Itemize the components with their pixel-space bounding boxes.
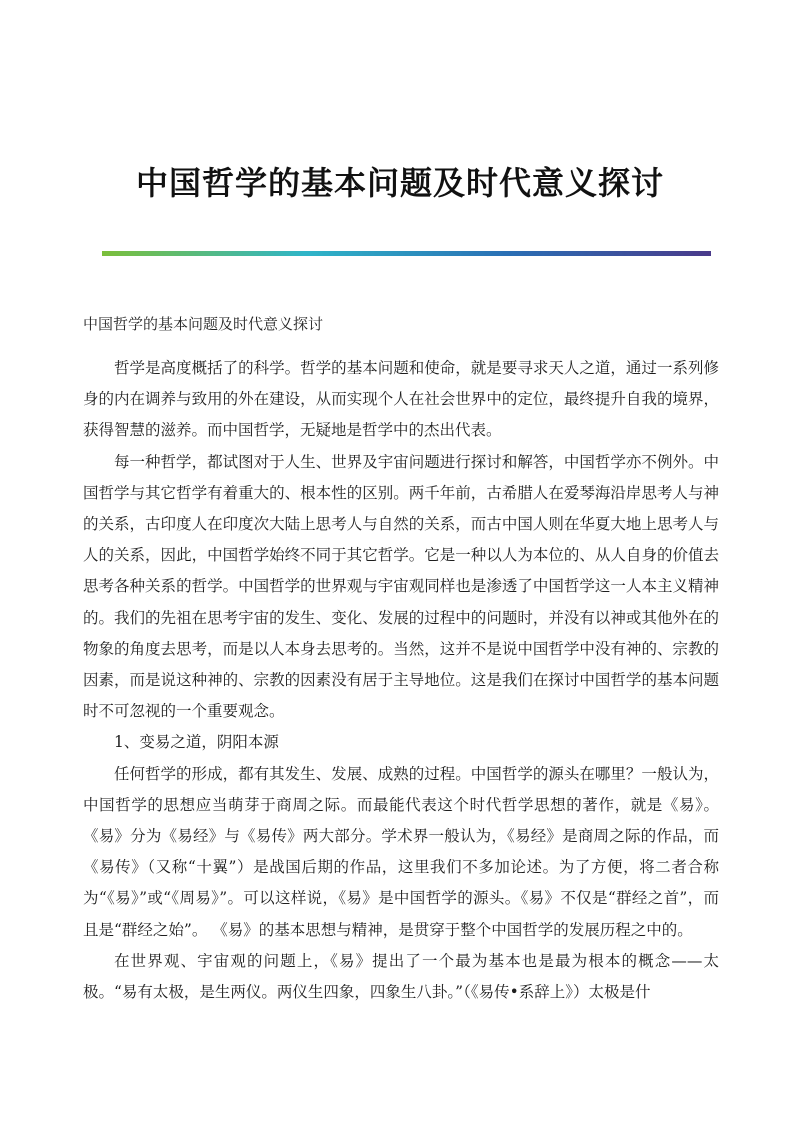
page-title: 中国哲学的基本问题及时代意义探讨	[135, 164, 664, 202]
paragraph-taiji: 在世界观、宇宙观的问题上，《易》提出了一个最为基本也是最为根本的概念——太极。“易有太极，是生两仪。两仪生四象，四象生八卦。”（《易传•系辞上》）太极是什	[83, 951, 719, 1002]
paragraph-origin: 任何哲学的形成，都有其发生、发展、成熟的过程。中国哲学的源头在哪里？一般认为，中国哲学的思想应当萌芽于商周之际。而最能代表这个时代哲学思想的著作，就是《易》。《易》分为《易经》与《易传》两大部分。学术界一般认为，《易经》是商周之际的作品，而《易传》（又称“十翼”）是战国后期的作品，这里我们不多加论述。为了方便，将二者合称为“《易》”或“《周易》”。可以这样说，《易》是中国哲学的源头。《易》不仅是“群经之首”，而且是“群经之始”。 《易》的基本思想与精神，是贯穿于整个中国哲学的发展历程之中的。	[83, 764, 719, 939]
document-heading: 中国哲学的基本问题及时代意义探讨	[83, 315, 324, 333]
paragraph-intro: 哲学是高度概括了的科学。哲学的基本问题和使命，就是要寻求天人之道，通过一系列修身的内在调养与致用的外在建设，从而实现个人在社会世界中的定位，最终提升自我的境界，获得智慧的滋养。而中国哲学，无疑地是哲学中的杰出代表。	[83, 359, 719, 440]
title-divider	[102, 251, 711, 256]
document-body	[83, 309, 719, 1008]
section-heading-1: 1、变易之道，阴阳本源	[114, 733, 279, 752]
paragraph-comparison: 每一种哲学，都试图对于人生、世界及宇宙问题进行探讨和解答，中国哲学亦不例外。中国哲学与其它哲学有着重大的、根本性的区别。两千年前，古希腊人在爱琴海沿岸思考人与神的关系，古印度人在印度次大陆上思考人与自然的关系，而古中国人则在华夏大地上思考人与人的关系，因此，中国哲学始终不同于其它哲学。它是一种以人为本位的、从人自身的价值去思考各种关系的哲学。中国哲学的世界观与宇宙观同样也是渗透了中国哲学这一人本主义精神的。我们的先祖在思考宇宙的发生、变化、发展的过程中的问题时，并没有以神或其他外在的物象的角度去思考，而是以人本身去思考的。当然，这并不是说中国哲学中没有神的、宗教的因素，而是说这种神的、宗教的因素没有居于主导地位。这是我们在探讨中国哲学的基本问题时不可忽视的一个重要观念。	[83, 452, 719, 721]
